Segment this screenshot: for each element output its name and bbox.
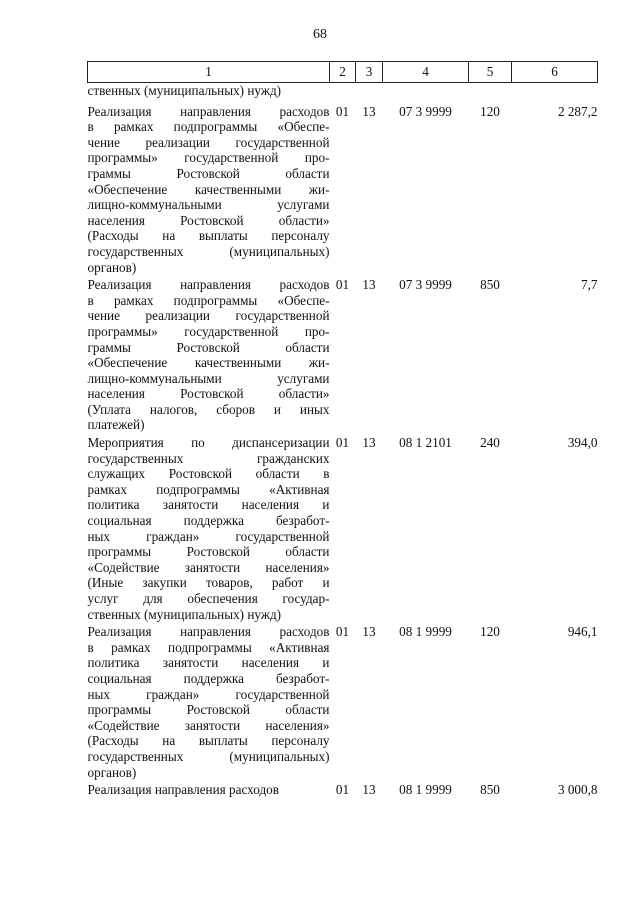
section-code: 01: [335, 435, 350, 451]
description-line: услуг для обеспечения государ-: [87, 591, 330, 606]
page-number: 68: [313, 27, 327, 42]
amount-value: 2 287,2: [557, 103, 598, 119]
expense-type-code: 240: [480, 435, 500, 451]
table-row: [88, 780, 598, 798]
subsection-code: 13: [362, 277, 376, 293]
description-line: Реализация направления расходов: [87, 103, 330, 119]
description-line: граммы Ростовской области: [87, 339, 330, 355]
continuation-row: [88, 83, 598, 102]
description-line: платежей): [87, 417, 145, 433]
section-code: 01: [335, 103, 350, 119]
table-row: [88, 622, 598, 780]
description-line: «Обеспечение качественными жи-: [87, 355, 330, 371]
section-code: 01: [335, 277, 350, 293]
description-line: граммы Ростовской области: [87, 165, 330, 181]
header-col-1: 1: [88, 62, 330, 83]
description-line: лищно-коммунальными услугами: [87, 370, 330, 386]
description-line: в рамках подпрограммы «Обеспе-: [87, 292, 330, 308]
description-line: социальная поддержка безработ-: [87, 513, 330, 529]
description-line: населения Ростовской области»: [87, 386, 330, 402]
description-line: органов): [87, 764, 137, 780]
description-line: программы Ростовской области: [87, 702, 330, 718]
amount-value: 3 000,8: [557, 782, 598, 798]
expense-type-code: 850: [480, 277, 500, 293]
amount-value: 946,1: [567, 624, 598, 640]
description-line: населения Ростовской области»: [87, 212, 330, 228]
description-line: чение реализации государственной: [87, 308, 330, 324]
description-line: (Расходы на выплаты персоналу: [87, 228, 330, 244]
row-description: [88, 102, 330, 276]
description-line: (Расходы на выплаты персоналу: [87, 733, 330, 749]
description-line: служащих Ростовской области в: [87, 466, 330, 482]
description-line: государственных (муниципальных): [87, 748, 330, 764]
row-description: [88, 780, 330, 798]
description-line: социальная поддержка безработ-: [87, 670, 330, 686]
description-line: рамках подпрограммы «Активная: [87, 481, 330, 497]
header-col-5: 5: [469, 62, 512, 83]
amount-value: 7,7: [581, 277, 598, 293]
row-description: [88, 275, 330, 433]
target-article-code: 08 1 2101: [399, 435, 452, 451]
subsection-code: 13: [362, 103, 376, 119]
description-line: программы Ростовской области: [87, 544, 330, 560]
description-line: «Содействие занятости населения»: [87, 559, 330, 575]
expense-type-code: 850: [480, 782, 500, 798]
row-description: [88, 622, 330, 780]
description-line: ных граждан» государственной: [87, 528, 330, 544]
description-line: (Иные закупки товаров, работ и: [87, 575, 330, 591]
target-article-code: 08 1 9999: [399, 624, 452, 640]
description-line: в рамках подпрограммы «Активная: [87, 639, 330, 655]
description-line: «Содействие занятости населения»: [87, 717, 330, 733]
continuation-text: ственных (муниципальных) нужд): [87, 83, 282, 98]
description-line: Реализация направления расходов: [87, 624, 330, 640]
description-line: программы» государственной про-: [87, 150, 330, 166]
description-line: «Обеспечение качественными жи-: [87, 181, 330, 197]
budget-table: [87, 61, 598, 798]
target-article-code: 07 3 9999: [399, 277, 452, 293]
description-line: программы» государственной про-: [87, 323, 330, 339]
description-line: органов): [87, 259, 137, 275]
description-line: государственных (муниципальных): [87, 243, 330, 259]
description-line: лищно-коммунальными услугами: [87, 197, 330, 213]
description-line: чение реализации государственной: [87, 134, 330, 150]
description-line: Реализация направления расходов: [87, 782, 279, 798]
section-code: 01: [335, 782, 350, 798]
target-article-code: 08 1 9999: [399, 782, 452, 798]
subsection-code: 13: [362, 782, 376, 798]
description-line: Реализация направления расходов: [87, 277, 330, 293]
description-line: (Уплата налогов, сборов и иных: [87, 401, 330, 417]
header-col-6: 6: [512, 62, 598, 83]
description-line: политика занятости населения и: [87, 655, 330, 671]
description-line: в рамках подпрограммы «Обеспе-: [87, 119, 330, 135]
description-line: ных граждан» государственной: [87, 686, 330, 702]
header-row: [88, 62, 598, 83]
expense-type-code: 120: [480, 624, 500, 640]
row-description: [88, 433, 330, 622]
expense-type-code: 120: [480, 103, 500, 119]
table-row: [88, 275, 598, 433]
header-col-2: 2: [330, 62, 356, 83]
table-row: [88, 102, 598, 276]
target-article-code: 07 3 9999: [399, 103, 452, 119]
description-line: Мероприятия по диспансеризации: [87, 435, 330, 451]
description-line: ственных (муниципальных) нужд): [87, 606, 282, 622]
header-col-4: 4: [383, 62, 469, 83]
subsection-code: 13: [362, 624, 376, 640]
section-code: 01: [335, 624, 350, 640]
header-col-3: 3: [356, 62, 383, 83]
table-row: [88, 433, 598, 622]
subsection-code: 13: [362, 435, 376, 451]
description-line: политика занятости населения и: [87, 497, 330, 513]
amount-value: 394,0: [567, 435, 598, 451]
description-line: государственных гражданских: [87, 450, 330, 466]
